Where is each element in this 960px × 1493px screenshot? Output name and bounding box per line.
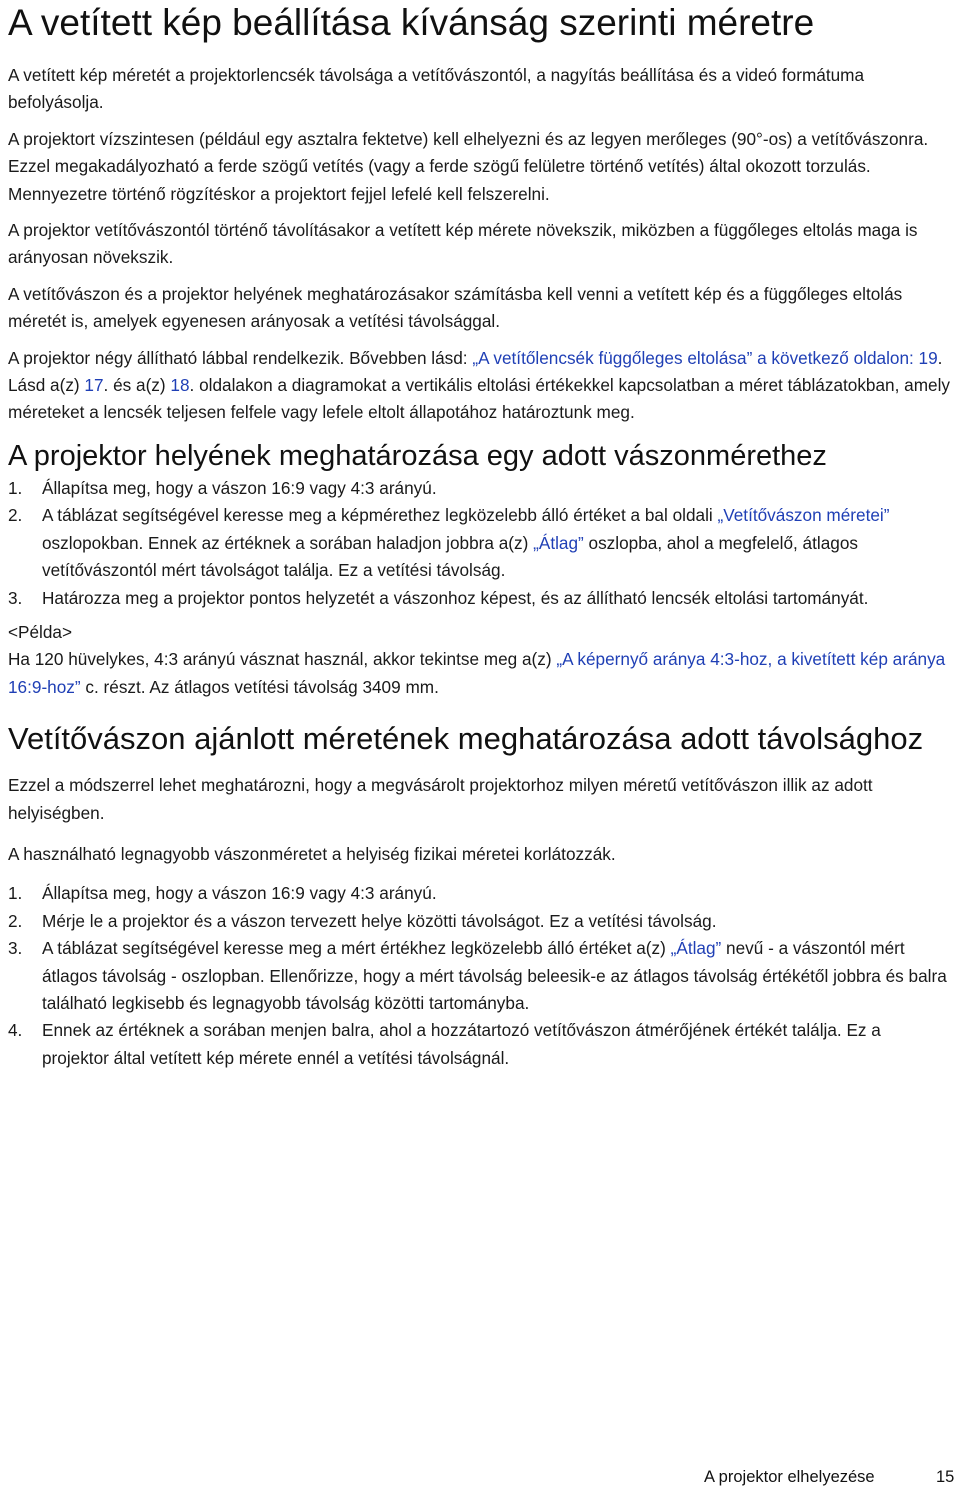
step-number: 3. — [8, 938, 23, 959]
section2-paragraph-2: A használható legnagyobb vászonméretet a helyiség fizikai méretei korlátozzák. — [8, 843, 616, 864]
step-text: oszlopokban. Ennek az értéknek a sorában haladjon jobbra a(z) — [42, 532, 534, 553]
steps-list-1 — [8, 475, 952, 612]
step-text: Állapítsa meg, hogy a vászon 16:9 vagy 4:3 arányú. — [42, 477, 437, 498]
intro-paragraph-1: A vetített kép méretét a projektorlencsék távolsága a vetítővászontól, a nagyítás beállítása és a videó formátuma befolyásolja. — [8, 65, 865, 113]
step-number: 4. — [8, 1020, 23, 1041]
intro-paragraph-2: A projektort vízszintesen (például egy asztalra fektetve) kell elhelyezni és az legyen merőleges (90°-os) a vetítővászonra. Ezzel megakadályozható a ferde szögű vetítés (vagy a ferde szögű felületre történő vetítés) által okozott torzulás. Mennyezetre történő rögzítéskor a projektort fejjel lefelé kell felszerelni. — [8, 128, 929, 204]
example-text-1: Ha 120 hüvelykes, 4:3 arányú vásznat használ, akkor tekintse meg a(z) — [8, 649, 557, 670]
section-heading-screen-size: Vetítővászon ajánlott méretének meghatározása adott távolsághoz — [8, 721, 924, 757]
step-text: Határozza meg a projektor pontos helyzetét a vászonhoz képest, és az állítható lencsék eltolási tartományát. — [42, 587, 869, 608]
page-number: 15 — [936, 1468, 955, 1486]
link-page-18[interactable]: 18 — [170, 375, 190, 396]
feet-paragraph — [8, 345, 952, 427]
example-text-2: c. részt. Az átlagos vetítési távolság 3409 mm. — [80, 676, 439, 697]
step-text: Ennek az értéknek a sorában menjen balra, ahol a hozzátartozó vetítővászon átmérőjének értékét találja. Ez a projektor által vetített kép mérete ennél a vetítési távolságnál. — [42, 1020, 881, 1068]
list-item — [8, 585, 952, 612]
step-number: 1. — [8, 883, 23, 904]
section-heading-projector-position: A projektor helyének meghatározása egy adott vászonmérethez — [8, 439, 827, 472]
intro-paragraph-3: A projektor vetítővászontól történő távolításakor a vetített kép mérete növekszik, miközben a függőleges eltolás maga is arányosan növekszik. — [8, 220, 918, 268]
link-average-2[interactable]: „Átlag” — [670, 938, 722, 959]
step-text: nevű - a vászontól mért átlagos távolság - oszlopban. Ellenőrizze, hogy a mért távolság beleesik-e az átlagos távolság értékétől jobbra és balra található legkisebb és legnagyobb távolság közötti tartományba. — [42, 938, 947, 1013]
page-footer — [704, 1466, 955, 1488]
feet-text-4: . oldalakon a diagramokat a vertikális eltolási értékekkel kapcsolatban a méret táblázatokban, amely méreteket a lencsék teljesen felfele vagy lefele eltolt állapotához határoztunk meg. — [8, 375, 951, 423]
steps-list-2 — [8, 880, 952, 1072]
step-number: 3. — [8, 587, 23, 608]
step-number: 1. — [8, 477, 23, 498]
example-paragraph — [8, 646, 952, 701]
link-aspect-ratio-4-3[interactable]: „A képernyő aránya 4:3-hoz, a kivetített kép aránya 16:9-hoz” — [8, 649, 946, 697]
step-number: 2. — [8, 505, 23, 526]
list-item — [8, 908, 952, 935]
feet-text-2: . Lásd a(z) — [8, 347, 943, 396]
step-text: A táblázat segítségével keresse meg a képmérethez legközelebb álló értéket a bal oldali — [42, 505, 718, 526]
link-lens-shift[interactable]: „A vetítőlencsék függőleges eltolása” a következő oldalon: 19 — [472, 347, 938, 368]
step-text: oszlopba, ahol a megfelelő, átlagos vetítővászontól mért távolságot találja. Ez a vetítési távolság. — [42, 532, 858, 581]
feet-text-3: . és a(z) — [103, 375, 171, 396]
list-item — [8, 935, 952, 1017]
example-label: <Példa> — [8, 621, 73, 642]
feet-text-1: A projektor négy állítható lábbal rendelkezik. Bővebben lásd: — [8, 347, 473, 368]
list-item — [8, 475, 952, 502]
list-item — [8, 502, 952, 584]
step-text: A táblázat segítségével keresse meg a mért értékhez legközelebb álló értéket a(z) — [42, 938, 671, 959]
link-page-17[interactable]: 17 — [84, 375, 104, 396]
footer-section-title: A projektor elhelyezése — [704, 1468, 875, 1486]
document-page — [8, 0, 952, 1072]
step-text: Állapítsa meg, hogy a vászon 16:9 vagy 4:3 arányú. — [42, 883, 437, 904]
section2-paragraph-1: Ezzel a módszerrel lehet meghatározni, hogy a megvásárolt projektorhoz milyen méretű vetítővászon illik az adott helyiségben. — [8, 775, 873, 823]
link-average[interactable]: „Átlag” — [533, 532, 584, 553]
list-item — [8, 880, 952, 907]
list-item — [8, 1017, 952, 1072]
step-text: Mérje le a projektor és a vászon tervezett helye közötti távolságot. Ez a vetítési távolság. — [42, 910, 717, 931]
page-title: A vetített kép beállítása kívánság szerinti méretre — [8, 2, 815, 43]
step-number: 2. — [8, 910, 23, 931]
link-screen-sizes[interactable]: „Vetítővászon méretei” — [717, 505, 890, 526]
intro-paragraph-4: A vetítővászon és a projektor helyének meghatározásakor számításba kell venni a vetített kép és a függőleges eltolás méretét is, amelyek egyenesen arányosak a vetítési távolsággal. — [8, 283, 903, 332]
